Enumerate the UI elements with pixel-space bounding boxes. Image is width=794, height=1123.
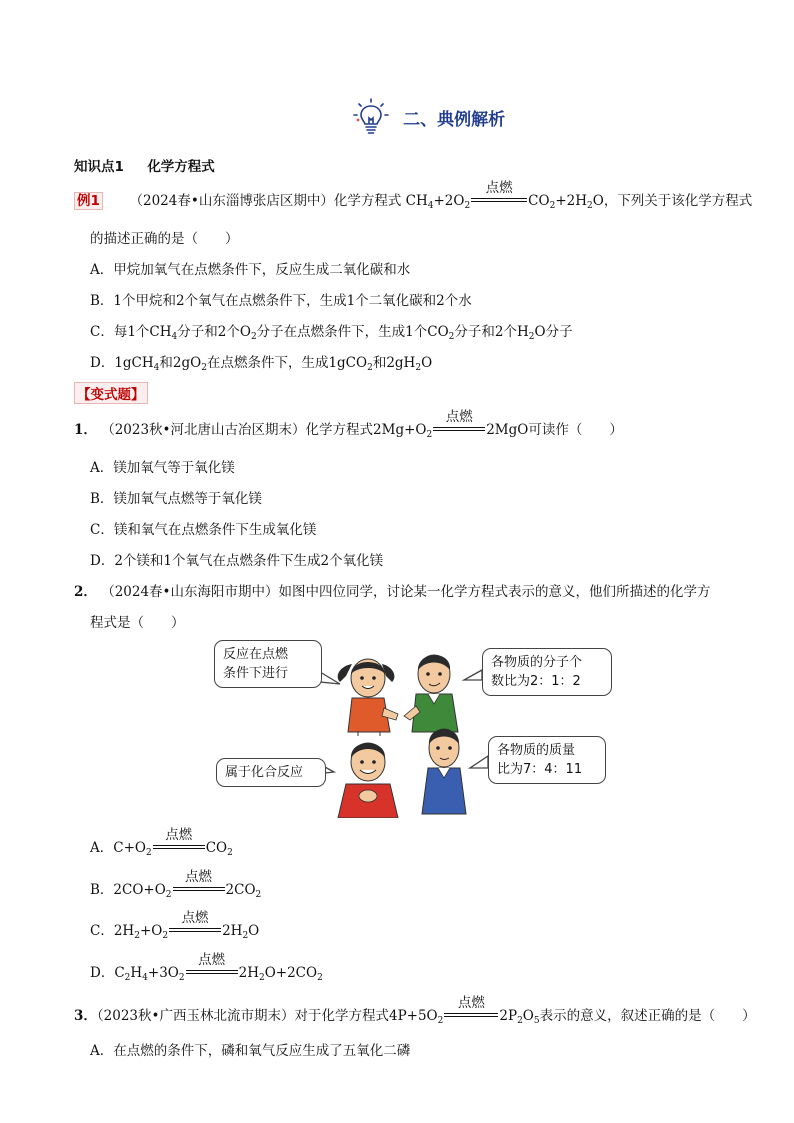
q2-option-c: C．$2H_2+O_2$ 点燃 $2H_2O$ <box>90 910 260 941</box>
q2-text: 如图中四位同学，讨论某一化学方程式表示的意义，他们所描述的化学方 <box>278 584 711 600</box>
q1-option-d: D．2个镁和1个氧气在点燃条件下生成2个氧化镁 <box>90 553 384 569</box>
example-text-before: 化学方程式 <box>333 193 402 209</box>
q3-text-after: 表示的意义，叙述正确的是（ ） <box>539 1008 756 1024</box>
q2-number: 2． <box>74 584 97 600</box>
knowledge-point-label: 知识点1 <box>74 159 124 175</box>
knowledge-point-title: 化学方程式 <box>147 159 215 175</box>
q1-reaction-arrow: 点燃 <box>433 422 485 438</box>
q2-stem-line2: 程式是（ ） <box>90 615 185 631</box>
speech-bubble-1: 反应在点燃 条件下进行 <box>214 640 322 688</box>
q1-option-c: C．镁和氧气在点燃条件下生成氧化镁 <box>90 522 317 538</box>
girl-figure <box>338 659 398 736</box>
q3-text-before: 对于化学方程式4P+5O <box>294 1008 438 1024</box>
speech-bubble-2: 各物质的分子个 数比为2：1：2 <box>482 648 612 696</box>
boy-blue-figure <box>422 729 466 814</box>
q3-reaction-arrow: 点燃 <box>444 1008 498 1024</box>
q1-text-after: 2MgO可读作（ ） <box>486 422 623 438</box>
example-text-after: ，下列关于该化学方程式 <box>603 193 753 209</box>
q1-option-a: A．镁加氧气等于氧化镁 <box>90 460 235 476</box>
section-title: 二、典例解析 <box>403 109 506 130</box>
q2-option-b: B．$2CO+O_2$ 点燃 $2CO_2$ <box>90 869 262 900</box>
q1-option-b: B．镁加氧气点燃等于氧化镁 <box>90 491 262 507</box>
boy-red-figure <box>338 743 398 818</box>
q2-source: （2024春•山东海阳市期中） <box>101 584 279 600</box>
q1-stem: 1． （2023秋•河北唐山古冶区期末）化学方程式$2Mg+O_2$ 点燃 2MgO可读作（ ） <box>74 409 623 440</box>
q2-option-d: D．$C_2H_4+3O_2$ 点燃 $2H_2O+2CO_2$ <box>90 952 323 983</box>
section-heading <box>352 97 505 137</box>
knowledge-point-heading <box>74 155 215 175</box>
q3-source: （2023秋•广西玉林北流市期末） <box>96 1008 295 1024</box>
q2-stem <box>74 580 711 600</box>
q1-source: （2023秋•河北唐山古冶区期末） <box>101 422 306 438</box>
example-option-d: D．1gCH$_4$和$2gO_2$在点燃条件下，生成1gCO$_2$和$2gH_2O$ <box>90 355 433 373</box>
q1-number: 1． <box>74 422 97 438</box>
boy-green-figure <box>404 655 458 732</box>
q3-stem: 3．（2023秋•广西玉林北流市期末）对于化学方程式$4P+5O_2$ 点燃 $2P_2O_5$表示的意义，叙述正确的是（ ） <box>74 995 756 1026</box>
q2-option-a: A．$C+O_2$ 点燃 $CO_2$ <box>90 827 233 858</box>
speech-bubble-4: 各物质的质量 比为7：4：11 <box>488 736 606 784</box>
example-option-c: C．每1个$CH_4$分子和2个$O_2$分子在点燃条件下，生成1个$CO_2$分子和2个$H_2O$分子 <box>90 324 573 342</box>
example-label: 例1 <box>74 192 103 210</box>
q3-number: 3． <box>74 1008 97 1024</box>
reaction-condition: 点燃 <box>485 180 513 196</box>
lightbulb-icon <box>352 97 390 137</box>
example-option-b: B．1个甲烷和2个氧气在点燃条件下，生成1个二氧化碳和2个水 <box>90 293 472 309</box>
example-option-a: A．甲烷加氧气在点燃条件下，反应生成二氧化碳和水 <box>90 262 411 278</box>
q1-text-before: 化学方程式2Mg+O <box>305 422 427 438</box>
variant-label: 【变式题】 <box>74 382 148 404</box>
example-1-line2: 的描述正确的是（ ） <box>90 231 239 247</box>
speech-bubble-3: 属于化合反应 <box>216 758 326 787</box>
example-1-line1 <box>74 180 753 211</box>
example-source: （2024春•山东淄博张店区期中） <box>129 193 334 209</box>
q3-option-a: A．在点燃的条件下，磷和氧气反应生成了五氧化二磷 <box>90 1043 411 1059</box>
example-equation: $CH_4+2O_2$ 点燃 $CO_2+2H_2O$ <box>406 193 604 209</box>
students-illustration <box>212 636 627 818</box>
